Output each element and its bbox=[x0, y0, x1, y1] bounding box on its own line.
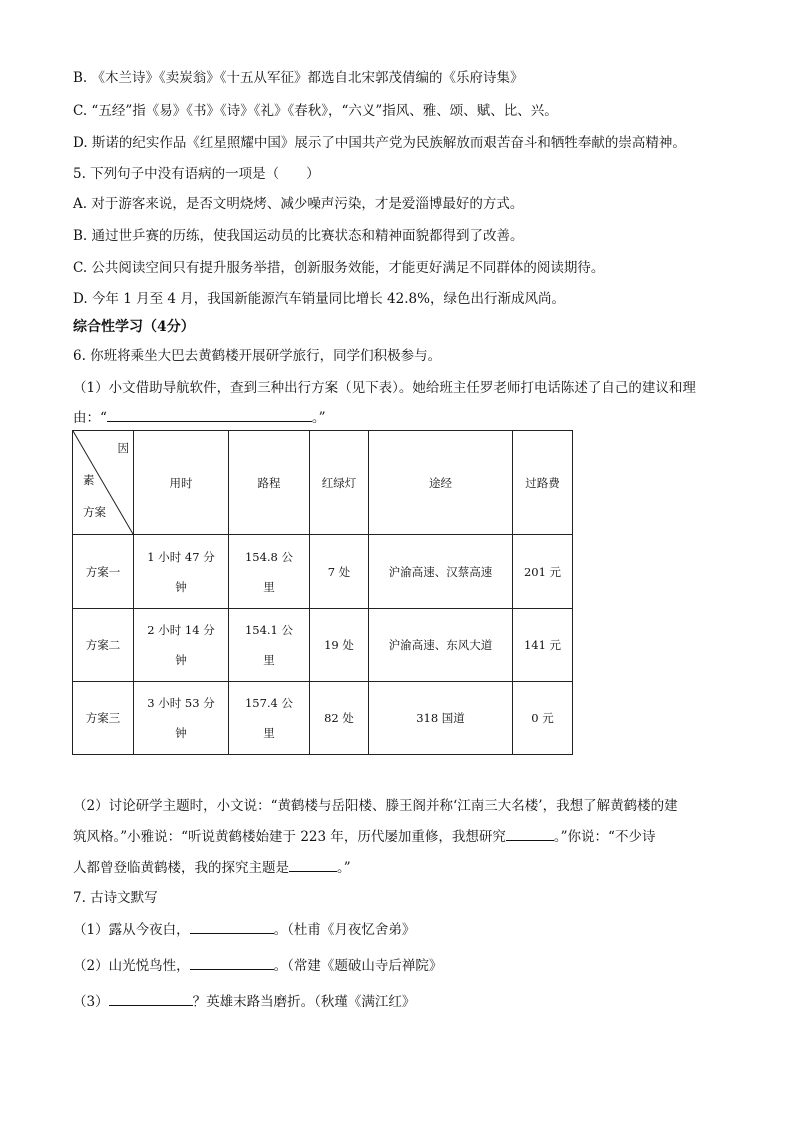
distance-line1: 154.1 公 bbox=[244, 623, 294, 637]
question-5: 5. 下列句子中没有语病的一项是（ ） bbox=[73, 166, 320, 182]
table-row bbox=[73, 682, 573, 755]
answer-blank-6-2-a[interactable] bbox=[506, 828, 554, 841]
section-title: 综合性学习（4分） bbox=[73, 319, 195, 335]
text-prefix: （2）山光悦鸟性， bbox=[73, 958, 190, 974]
plan-lights: 19 处 bbox=[310, 609, 369, 682]
distance-line2: 里 bbox=[263, 653, 275, 667]
text-prefix: 人都曾登临黄鹤楼，我的探究主题是 bbox=[73, 860, 289, 876]
plan-fee: 201 元 bbox=[513, 535, 573, 609]
plan-distance bbox=[229, 609, 310, 682]
plan-fee: 141 元 bbox=[513, 609, 573, 682]
text-prefix: 筑风格。”小雅说：“听说黄鹤楼始建于 223 年，历代屡加重修，我想研究 bbox=[73, 829, 506, 845]
question-7: 7. 古诗文默写 bbox=[73, 890, 158, 906]
plan-time bbox=[134, 682, 229, 755]
plan-fee: 0 元 bbox=[513, 682, 573, 755]
question-7-1 bbox=[73, 918, 415, 938]
option-d-q4: D. 斯诺的纪实作品《红星照耀中国》展示了中国共产党为民族解放而艰苦奋斗和牺牲奉献的崇高精神。 bbox=[73, 135, 686, 151]
time-line2: 钟 bbox=[175, 653, 187, 667]
option-b-q5: B. 通过世乒赛的历练，使我国运动员的比赛状态和精神面貌都得到了改善。 bbox=[73, 228, 524, 244]
question-6-2-line2 bbox=[73, 825, 655, 845]
time-line1: 1 小时 47 分 bbox=[147, 549, 215, 564]
time-line2: 钟 bbox=[175, 579, 187, 594]
option-c-q4: C. “五经”指《易》《书》《诗》《礼》《春秋》，“六义”指风、雅、颂、赋、比、兴。 bbox=[73, 103, 558, 119]
question-6: 6. 你班将乘坐大巴去黄鹤楼开展研学旅行，同学们积极参与。 bbox=[73, 348, 442, 364]
answer-blank-7-2[interactable] bbox=[190, 957, 274, 970]
text-prefix: （1）露从今夜白， bbox=[73, 922, 190, 938]
time-line2: 钟 bbox=[175, 726, 187, 740]
text-suffix: 。”你说：“不少诗 bbox=[553, 829, 656, 845]
table-header-lights: 红绿灯 bbox=[310, 431, 369, 535]
text-suffix: 。（常建《题破山寺后禅院》 bbox=[273, 958, 443, 974]
text-prefix: 由：“ bbox=[73, 410, 107, 426]
option-b-q4: B. 《木兰诗》《卖炭翁》《十五从军征》都选自北宋郭茂倩编的《乐府诗集》 bbox=[73, 70, 524, 86]
question-6-1-line1: （1）小文借助导航软件，查到三种出行方案（见下表）。她给班主任罗老师打电话陈述了自己的建议和理 bbox=[73, 380, 696, 396]
table-row bbox=[73, 609, 573, 682]
plan-name: 方案一 bbox=[73, 535, 134, 609]
plan-route: 沪渝高速、汉蔡高速 bbox=[369, 535, 513, 609]
time-line1: 2 小时 14 分 bbox=[147, 623, 215, 637]
distance-line1: 157.4 公 bbox=[244, 696, 294, 710]
plan-route: 318 国道 bbox=[369, 682, 513, 755]
table-header-diagonal bbox=[73, 431, 134, 535]
plan-time bbox=[134, 535, 229, 609]
plan-distance bbox=[229, 535, 310, 609]
diag-label-factor-2: 素 bbox=[83, 473, 95, 487]
text-suffix: 。” bbox=[311, 410, 326, 426]
answer-blank-6-2-b[interactable] bbox=[289, 859, 337, 872]
option-a-q5: A. 对于游客来说，是否文明烧烤、减少噪声污染，才是爱淄博最好的方式。 bbox=[73, 196, 524, 212]
text-suffix: 。（杜甫《月夜忆舍弟》 bbox=[273, 922, 416, 938]
option-d-q5: D. 今年 1 月至 4 月，我国新能源汽车销量同比增长 42.8%，绿色出行渐成风尚。 bbox=[73, 291, 565, 307]
distance-line2: 里 bbox=[263, 726, 275, 740]
table-row bbox=[73, 535, 573, 609]
plan-lights: 7 处 bbox=[310, 535, 369, 609]
question-7-3 bbox=[73, 990, 415, 1010]
option-c-q5: C. 公共阅读空间只有提升服务举措，创新服务效能，才能更好满足不同群体的阅读期待。 bbox=[73, 260, 605, 276]
table-header-fee: 过路费 bbox=[513, 431, 573, 535]
question-6-1-line2 bbox=[73, 406, 326, 426]
plan-time bbox=[134, 609, 229, 682]
time-line1: 3 小时 53 分 bbox=[147, 696, 215, 710]
question-6-2-line3 bbox=[73, 856, 351, 876]
question-6-2-line1: （2）讨论研学主题时，小文说：“黄鹤楼与岳阳楼、滕王阁并称‘江南三大名楼’，我想了解黄鹤楼的建 bbox=[73, 798, 678, 814]
table-header-route: 途经 bbox=[369, 431, 513, 535]
answer-blank-6-1[interactable] bbox=[107, 409, 312, 422]
question-7-2 bbox=[73, 954, 442, 974]
distance-line1: 154.8 公 bbox=[244, 549, 294, 564]
plan-name: 方案三 bbox=[73, 682, 134, 755]
text-prefix: （3） bbox=[73, 994, 109, 1010]
text-suffix: 。” bbox=[337, 860, 351, 876]
plan-lights: 82 处 bbox=[310, 682, 369, 755]
diag-label-plan: 方案 bbox=[83, 505, 106, 519]
plan-route: 沪渝高速、东风大道 bbox=[369, 609, 513, 682]
text-suffix: ？英雄末路当磨折。（秋瑾《满江红》 bbox=[192, 994, 416, 1010]
plan-distance bbox=[229, 682, 310, 755]
answer-blank-7-3[interactable] bbox=[109, 993, 193, 1006]
plan-name: 方案二 bbox=[73, 609, 134, 682]
diag-label-factor: 因 bbox=[117, 441, 129, 455]
table-header-time: 用时 bbox=[134, 431, 229, 535]
distance-line2: 里 bbox=[263, 579, 275, 594]
travel-plan-table bbox=[72, 430, 573, 755]
table-header-distance: 路程 bbox=[229, 431, 310, 535]
answer-blank-7-1[interactable] bbox=[190, 921, 274, 934]
